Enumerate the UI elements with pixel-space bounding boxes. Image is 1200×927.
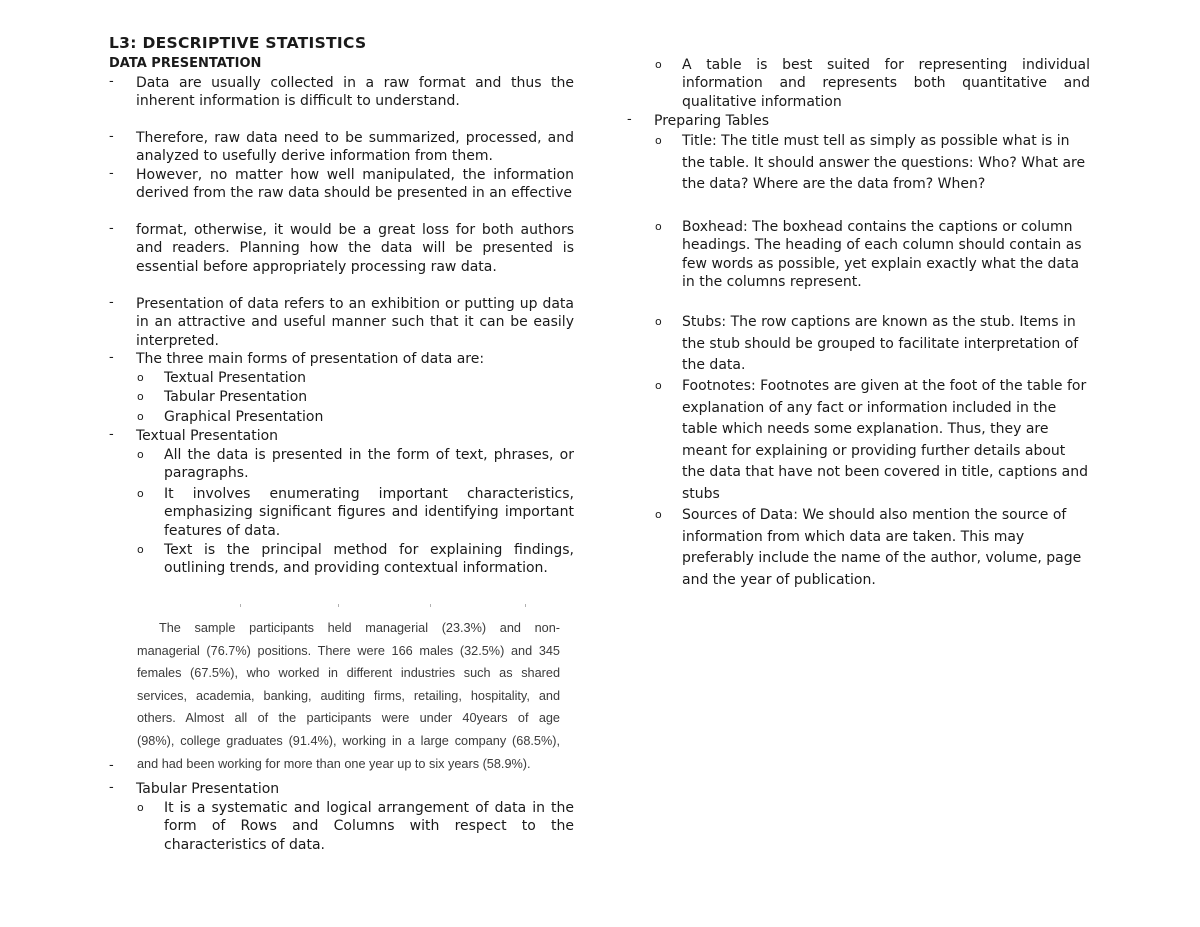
tabular-point: It is a systematic and logical arrangement of data in the form of Rows and Columns with respect to the characteristics of data. [164, 800, 574, 853]
textual-heading: Textual Presentation [136, 428, 279, 444]
excerpt-line: (98%), college graduates (91.4%), working in a large company (68.5%), [137, 733, 560, 748]
circle-bullet: o [137, 801, 144, 814]
textual-example-excerpt [137, 617, 560, 775]
dash-marker: - [109, 295, 114, 310]
circle-bullet: o [655, 315, 662, 328]
excerpt-line: services, academia, banking, auditing firms, retailing, hospitality, and [137, 688, 560, 703]
circle-bullet: o [137, 543, 144, 556]
scan-ticks [240, 604, 530, 608]
form-tabular: Tabular Presentation [164, 389, 308, 405]
circle-bullet: o [655, 220, 662, 233]
dash-marker: - [109, 427, 114, 442]
excerpt-line: The sample participants held managerial (23.3%) and non- [159, 621, 560, 635]
dash-marker: - [109, 166, 114, 181]
textual-point-3: Text is the principal method for explaining findings, outlining trends, and providing contextual information. [164, 542, 574, 577]
boxhead-point: Boxhead: The boxhead contains the captions or column headings. The heading of each column should contain as few words as possible, yet explain exactly what the data in the columns represent. [682, 219, 1082, 290]
excerpt-line: managerial (76.7%) positions. There were 166 males (32.5%) and 345 [137, 643, 560, 658]
summarize-point: Therefore, raw data need to be summarized, processed, and analyzed to usefully derive information from them. [136, 130, 574, 165]
circle-bullet: o [655, 58, 662, 71]
excerpt-line: others. Almost all of the participants were under 40years of age [137, 711, 560, 726]
excerpt-line: and had been working for more than one year up to six years (58.9%). [137, 756, 531, 771]
tabular-heading: Tabular Presentation [136, 781, 280, 797]
circle-bullet: o [655, 508, 662, 521]
dash-marker: - [109, 780, 114, 795]
definition-point: Presentation of data refers to an exhibition or putting up data in an attractive and useful manner such that it can be easily interpreted. [136, 296, 574, 349]
form-graphical: Graphical Presentation [164, 409, 324, 425]
textual-point-2: It involves enumerating important characteristics, emphasizing significant figures and identifying important features of data. [164, 486, 574, 539]
dash-marker: - [109, 221, 114, 236]
dash-marker: - [109, 758, 114, 773]
title-point: Title: The title must tell as simply as possible what is in the table. It should answer the questions: Who? What are the data? Where are the data from? When? [682, 133, 1086, 192]
circle-bullet: o [137, 390, 144, 403]
preparing-tables-heading: Preparing Tables [654, 113, 770, 129]
form-textual: Textual Presentation [164, 370, 307, 386]
format-point: format, otherwise, it would be a great loss for both authors and readers. Planning how the data will be presented is essential before appropriately processing raw data. [136, 222, 574, 275]
presentation-point: However, no matter how well manipulated, the information derived from the raw data should be presented in an effective [136, 167, 574, 202]
section-heading: DATA PRESENTATION [109, 56, 262, 71]
stubs-point: Stubs: The row captions are known as the stub. Items in the stub should be grouped to facilitate interpretation of the data. [682, 314, 1079, 373]
circle-bullet: o [655, 379, 662, 392]
circle-bullet: o [137, 448, 144, 461]
sources-point: Sources of Data: We should also mention the source of information from which data are taken. This may preferably include the name of the author, volume, page and the year of publication. [682, 507, 1082, 588]
circle-bullet: o [137, 410, 144, 423]
dash-marker: - [109, 74, 114, 89]
footnotes-point: Footnotes: Footnotes are given at the foot of the table for explanation of any fact or information included in the table which needs some explanation. Thus, they are meant for explaining or providing further details about the data that have not been covered in title, captions and stubs [682, 378, 1089, 502]
circle-bullet: o [655, 134, 662, 147]
dash-marker: - [109, 350, 114, 365]
circle-bullet: o [137, 487, 144, 500]
dash-marker: - [109, 129, 114, 144]
circle-bullet: o [137, 371, 144, 384]
page-title: L3: DESCRIPTIVE STATISTICS [109, 34, 367, 52]
raw-data-point: Data are usually collected in a raw format and thus the inherent information is difficult to understand. [136, 75, 574, 110]
excerpt-line: females (67.5%), who worked in different industries such as shared [137, 666, 560, 681]
dash-marker: - [627, 112, 632, 127]
three-forms-point: The three main forms of presentation of data are: [136, 351, 485, 367]
textual-point-1: All the data is presented in the form of text, phrases, or paragraphs. [164, 447, 574, 482]
table-suited-point: A table is best suited for representing individual information and represents both quantitative and qualitative information [682, 57, 1090, 110]
